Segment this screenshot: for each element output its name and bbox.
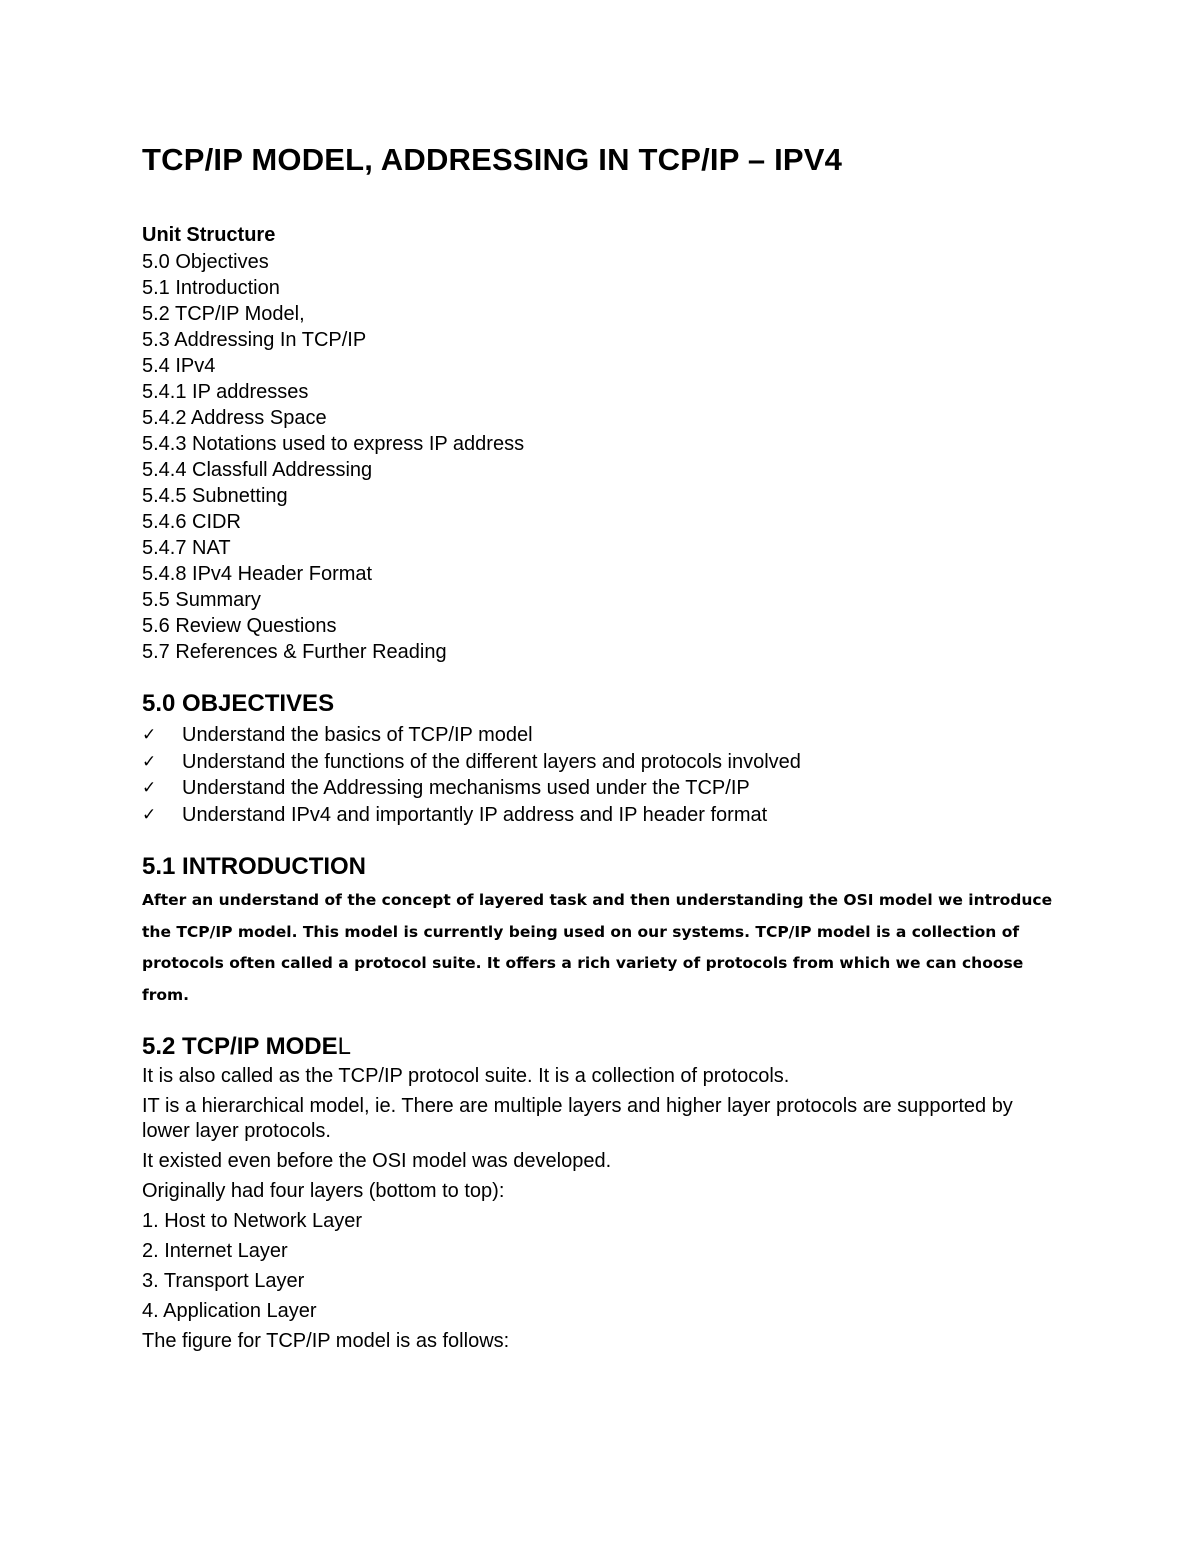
check-mark-icon: ✓: [142, 725, 157, 745]
toc-item: 5.0 Objectives: [142, 251, 269, 273]
body-line: It is also called as the TCP/IP protocol suite. It is a collection of protocols.: [142, 1065, 790, 1087]
tcpip-model-body: [142, 1064, 1042, 1354]
toc-item: 5.7 References & Further Reading: [142, 641, 447, 663]
toc-item: 5.2 TCP/IP Model,: [142, 303, 305, 325]
toc-item: 5.4.2 Address Space: [142, 407, 327, 429]
introduction-paragraph: After an understand of the concept of layered task and then understanding the OSI model we introduce the TCP/IP model. This model is currently being used on our systems. TCP/IP model is a collection of protocols often called a protocol suite. It offers a rich variety of protocols from which we can choose from.: [142, 891, 1053, 1004]
body-line: Originally had four layers (bottom to top):: [142, 1180, 505, 1202]
unit-structure-heading: Unit Structure: [142, 224, 276, 246]
tcpip-model-heading-bold: 5.2 TCP/IP MODE: [142, 1033, 338, 1060]
objective-text: Understand the basics of TCP/IP model: [182, 724, 533, 746]
body-line: The figure for TCP/IP model is as follows:: [142, 1330, 510, 1352]
objective-item: [142, 749, 801, 776]
tcpip-model-heading: [142, 1033, 351, 1061]
objective-item: [142, 775, 801, 802]
toc-item: 5.4.7 NAT: [142, 537, 231, 559]
toc-item: 5.4.8 IPv4 Header Format: [142, 563, 373, 585]
layer-item: 4. Application Layer: [142, 1300, 317, 1322]
unit-structure-list: [142, 249, 524, 665]
layer-item: 3. Transport Layer: [142, 1270, 305, 1292]
objectives-heading: 5.0 OBJECTIVES: [142, 690, 335, 717]
toc-item: 5.4.1 IP addresses: [142, 381, 309, 403]
objective-item: [142, 802, 801, 829]
objectives-list: [142, 722, 801, 828]
check-mark-icon: ✓: [142, 778, 157, 799]
toc-item: 5.1 Introduction: [142, 277, 280, 299]
toc-item: 5.4.3 Notations used to express IP address: [142, 433, 525, 455]
objective-text: Understand IPv4 and importantly IP address and IP header format: [182, 803, 768, 826]
check-mark-icon: ✓: [142, 804, 157, 825]
toc-item: 5.4.4 Classfull Addressing: [142, 459, 373, 481]
toc-item: 5.4.5 Subnetting: [142, 485, 288, 507]
objective-item: [142, 722, 801, 749]
introduction-heading: 5.1 INTRODUCTION: [142, 853, 367, 880]
toc-item: 5.4.6 CIDR: [142, 511, 241, 533]
toc-item: 5.6 Review Questions: [142, 615, 337, 637]
document-title: TCP/IP MODEL, ADDRESSING IN TCP/IP – IPV4: [142, 142, 843, 177]
objective-text: Understand the Addressing mechanisms used under the TCP/IP: [182, 777, 750, 800]
tcpip-model-heading-tail: L: [337, 1033, 351, 1060]
body-line: It existed even before the OSI model was developed.: [142, 1150, 612, 1172]
toc-item: 5.4 IPv4: [142, 355, 216, 377]
check-mark-icon: ✓: [142, 751, 157, 772]
toc-item: 5.3 Addressing In TCP/IP: [142, 329, 367, 351]
layer-item: 1. Host to Network Layer: [142, 1210, 363, 1232]
body-line: IT is a hierarchical model, ie. There are multiple layers and higher layer protocols are supported by lower layer protocols.: [142, 1095, 1013, 1142]
toc-item: 5.5 Summary: [142, 589, 261, 611]
layer-item: 2. Internet Layer: [142, 1240, 288, 1262]
objective-text: Understand the functions of the different layers and protocols involved: [182, 750, 801, 773]
